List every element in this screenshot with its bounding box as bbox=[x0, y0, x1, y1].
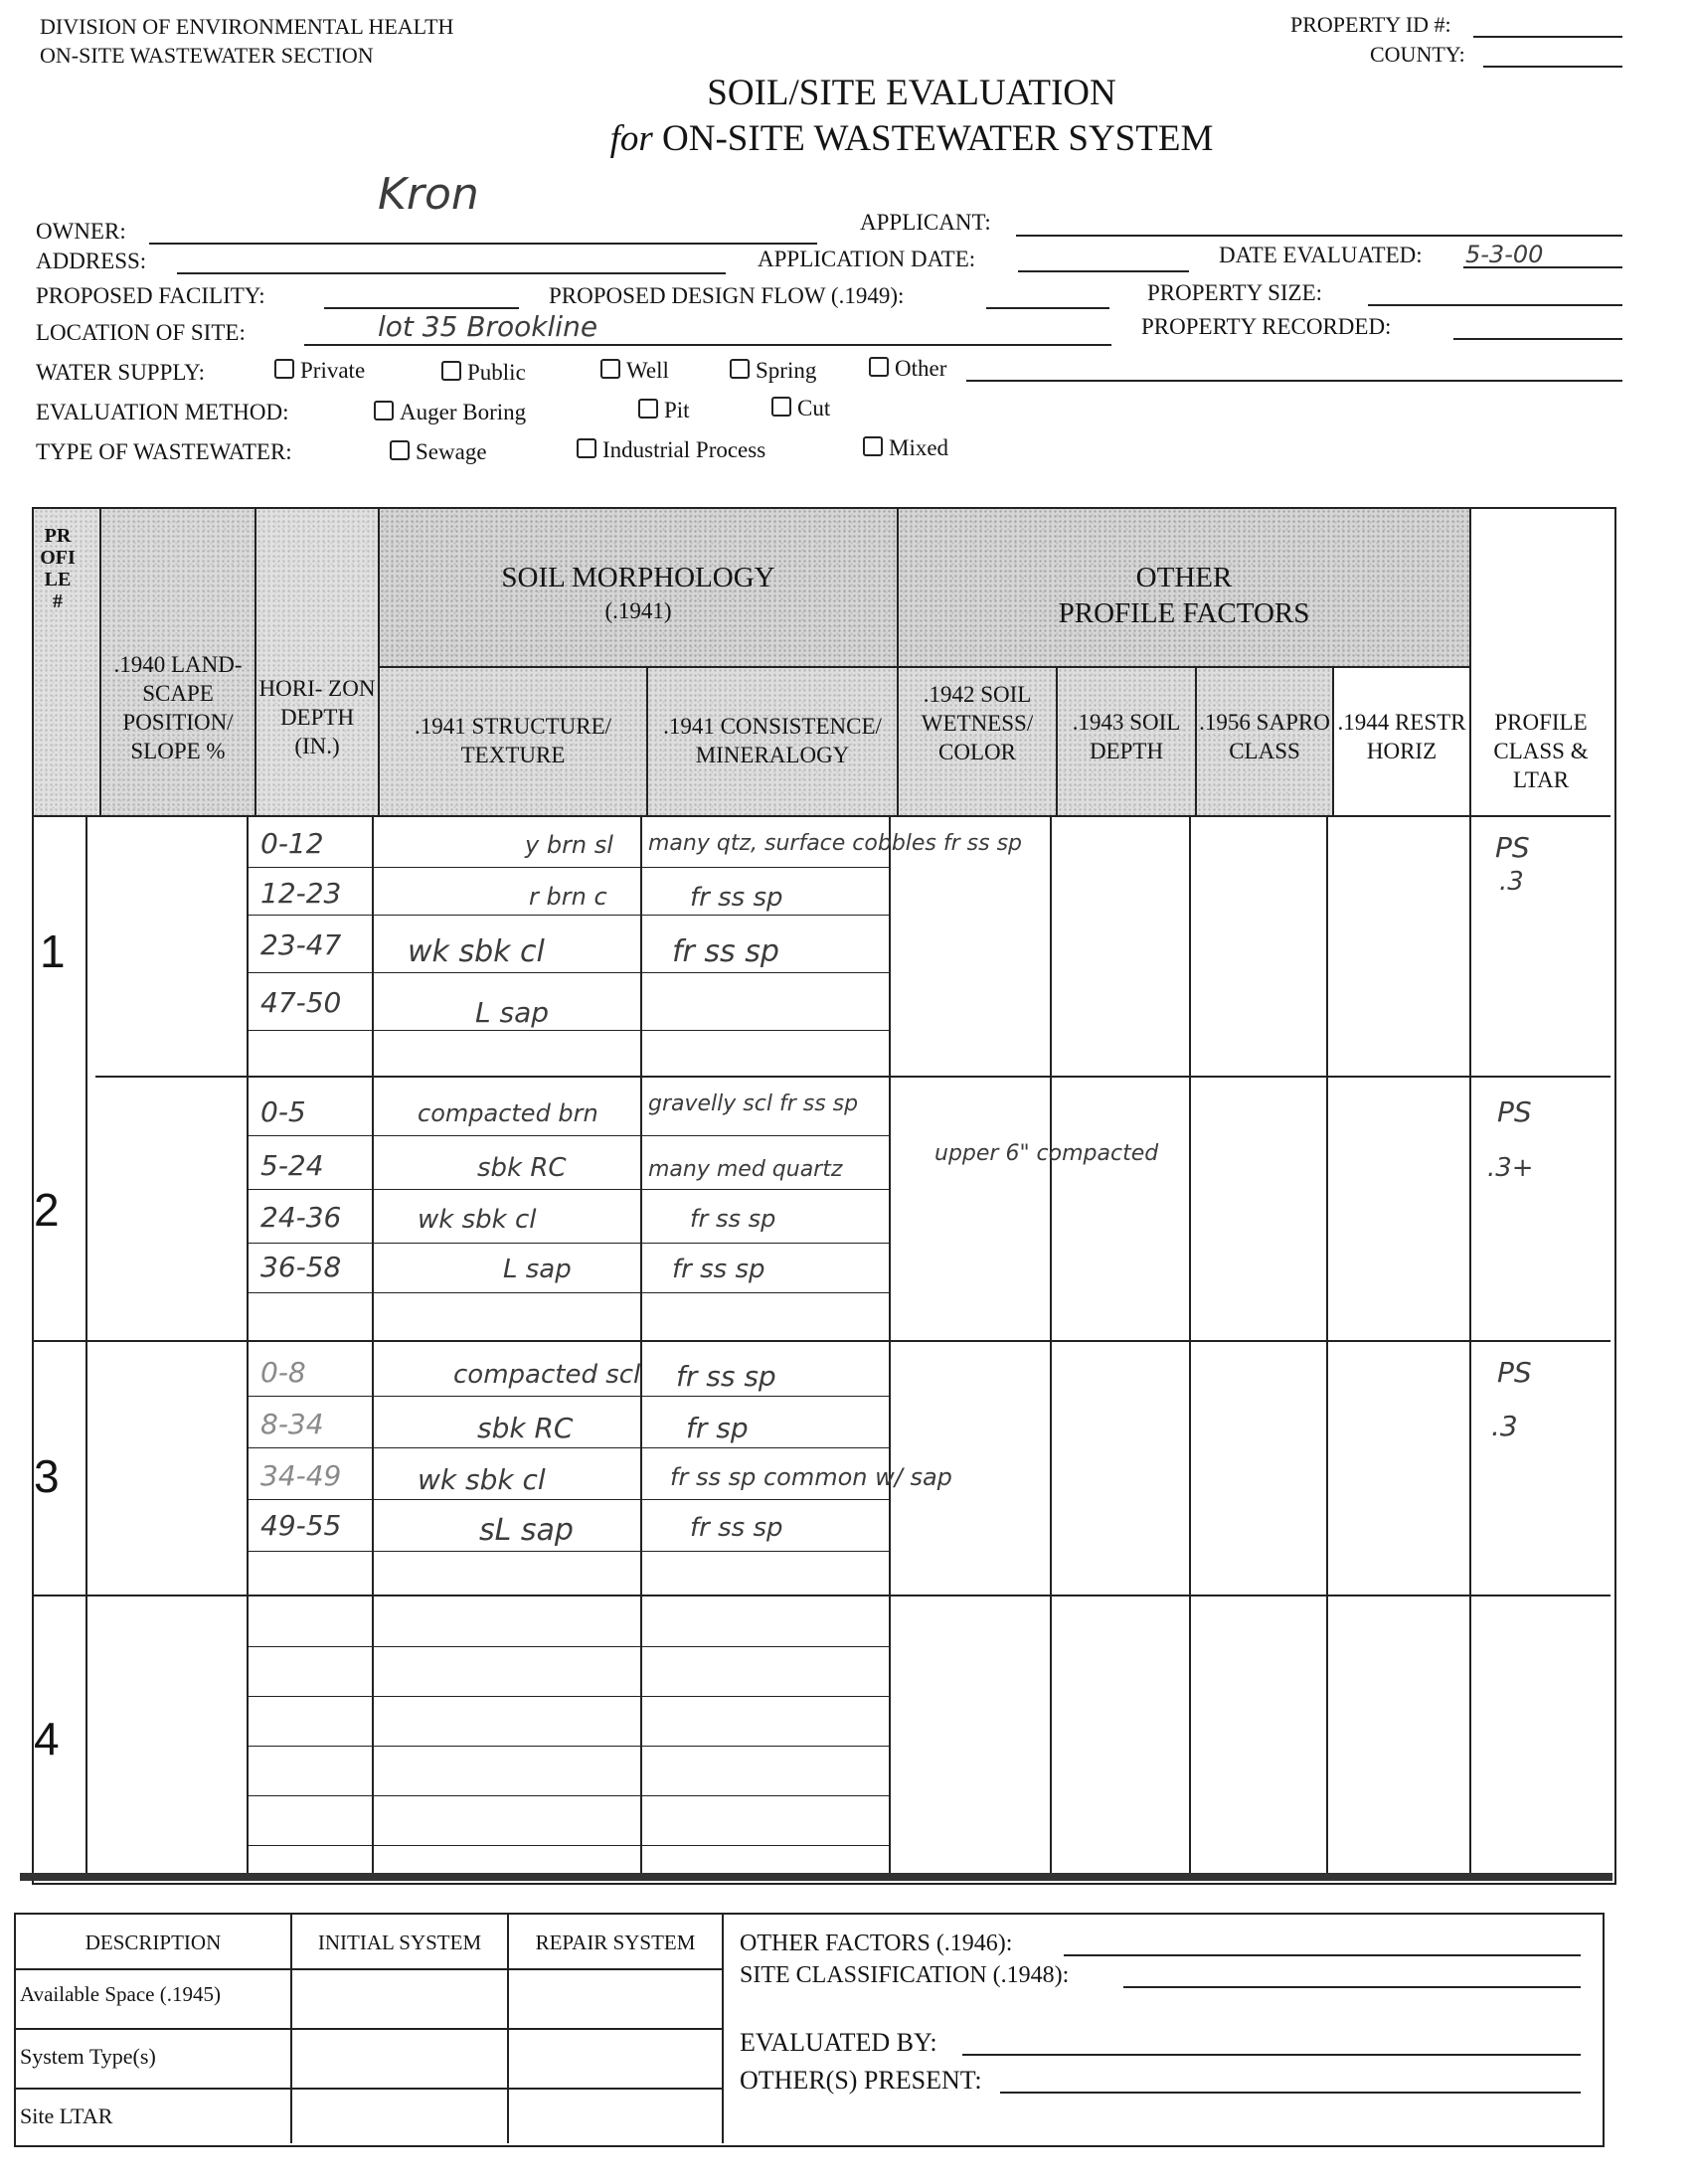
owner-field[interactable] bbox=[149, 243, 817, 245]
water-supply-private[interactable] bbox=[274, 358, 365, 384]
horizon-depth: 34-49 bbox=[260, 1459, 342, 1492]
application-date-field[interactable] bbox=[1018, 270, 1189, 272]
form-title-line-1: SOIL/SITE EVALUATION bbox=[707, 73, 1116, 113]
other-factors-group-subtitle: PROFILE FACTORS bbox=[1058, 597, 1310, 629]
col-soil-depth-label: .1943 SOIL DEPTH bbox=[1072, 710, 1181, 763]
structure-texture: compacted brn bbox=[418, 1099, 598, 1127]
option-label: Public bbox=[467, 360, 526, 385]
horizon-depth: 0-8 bbox=[260, 1356, 306, 1389]
profile-number: 2 bbox=[34, 1184, 60, 1236]
structure-texture: compacted scl bbox=[453, 1360, 641, 1390]
structure-texture: wk sbk cl bbox=[418, 1205, 537, 1235]
profile-ltar: .3+ bbox=[1487, 1153, 1534, 1183]
profile-ltar: .3 bbox=[1499, 867, 1524, 897]
consistence-mineralogy: fr ss sp bbox=[672, 1255, 765, 1284]
structure-texture: wk sbk cl bbox=[408, 934, 545, 969]
profile-number: 1 bbox=[40, 925, 66, 977]
water-supply-label: WATER SUPPLY: bbox=[36, 360, 206, 385]
date-evaluated-value: 5-3-00 bbox=[1465, 241, 1544, 268]
structure-texture: L sap bbox=[503, 1255, 572, 1284]
site-classification-field[interactable] bbox=[1123, 1986, 1581, 1988]
summary-col-initial: INITIAL SYSTEM bbox=[317, 1931, 482, 1954]
summary-col-description: DESCRIPTION bbox=[85, 1931, 222, 1954]
profile-class: PS bbox=[1497, 1356, 1532, 1389]
checkbox-icon bbox=[863, 436, 883, 456]
consistence-mineralogy: gravelly scl fr ss sp bbox=[648, 1092, 859, 1116]
others-present-field[interactable] bbox=[1000, 2092, 1581, 2094]
structure-texture: sbk RC bbox=[477, 1153, 567, 1183]
col-structure-label: .1941 STRUCTURE/ TEXTURE bbox=[414, 714, 612, 767]
property-size-label: PROPERTY SIZE: bbox=[1147, 280, 1323, 305]
others-present-label: OTHER(S) PRESENT: bbox=[740, 2066, 982, 2095]
location-label: LOCATION OF SITE: bbox=[36, 320, 246, 345]
location-value: lot 35 Brookline bbox=[378, 310, 598, 343]
consistence-mineralogy: fr ss sp bbox=[690, 1513, 783, 1543]
horizon-depth: 8-34 bbox=[260, 1408, 324, 1440]
proposed-design-flow-label: PROPOSED DESIGN FLOW (.1949): bbox=[549, 283, 905, 308]
consistence-mineralogy: many med quartz bbox=[648, 1157, 843, 1182]
col-consistence-label: .1941 CONSISTENCE/ MINERALOGY bbox=[663, 714, 882, 767]
other-factors-field[interactable] bbox=[1064, 1954, 1581, 1956]
wastewater-type-sewage[interactable] bbox=[390, 439, 487, 465]
option-label: Sewage bbox=[416, 439, 487, 464]
profile-ltar: .3 bbox=[1491, 1410, 1518, 1442]
horizon-depth: 49-55 bbox=[260, 1509, 342, 1542]
county-label: COUNTY: bbox=[1370, 42, 1465, 67]
profile-class: PS bbox=[1497, 1095, 1532, 1128]
water-supply-other-field[interactable] bbox=[966, 380, 1622, 382]
col-wetness-label: .1942 SOIL WETNESS/ COLOR bbox=[921, 682, 1034, 764]
option-label: Pit bbox=[664, 398, 690, 422]
department-line-1: DIVISION OF ENVIRONMENTAL HEALTH bbox=[40, 14, 454, 39]
profile-number: 4 bbox=[34, 1713, 60, 1764]
evaluation-method-auger[interactable] bbox=[374, 400, 526, 425]
water-supply-spring[interactable] bbox=[730, 358, 816, 384]
evaluation-method-label: EVALUATION METHOD: bbox=[36, 400, 289, 424]
wastewater-type-label: TYPE OF WASTEWATER: bbox=[36, 439, 292, 464]
profile-number: 3 bbox=[34, 1450, 60, 1502]
summary-row-site-ltar: Site LTAR bbox=[20, 2103, 113, 2128]
evaluation-method-pit[interactable] bbox=[638, 398, 690, 423]
horizon-depth: 23-47 bbox=[260, 928, 342, 961]
applicant-label: APPLICANT: bbox=[860, 210, 991, 235]
structure-texture: r brn c bbox=[529, 883, 607, 911]
profile-note: upper 6" compacted bbox=[934, 1141, 1159, 1166]
consistence-mineralogy: fr ss sp common w/ sap bbox=[670, 1463, 952, 1491]
col-profile-class-label: PROFILE CLASS & LTAR bbox=[1493, 710, 1589, 792]
wastewater-type-industrial[interactable] bbox=[577, 437, 765, 463]
horizon-depth: 5-24 bbox=[260, 1149, 324, 1182]
property-id-field[interactable] bbox=[1473, 36, 1622, 38]
property-recorded-label: PROPERTY RECORDED: bbox=[1141, 314, 1392, 339]
date-evaluated-label: DATE EVALUATED: bbox=[1219, 243, 1423, 267]
horizon-depth: 0-12 bbox=[260, 827, 324, 860]
county-field[interactable] bbox=[1483, 66, 1622, 68]
checkbox-icon bbox=[638, 399, 658, 419]
address-field[interactable] bbox=[177, 272, 726, 274]
summary-row-system-type: System Type(s) bbox=[20, 2044, 156, 2069]
proposed-design-flow-field[interactable] bbox=[986, 307, 1109, 309]
property-id-label: PROPERTY ID #: bbox=[1290, 12, 1451, 37]
location-field[interactable] bbox=[304, 344, 1111, 346]
col-landscape-label: .1940 LAND- SCAPE POSITION/ SLOPE % bbox=[113, 652, 243, 763]
address-label: ADDRESS: bbox=[36, 249, 147, 273]
option-label: Spring bbox=[756, 358, 817, 383]
structure-texture: sbk RC bbox=[477, 1412, 574, 1444]
consistence-mineralogy: fr ss sp bbox=[690, 883, 783, 913]
summary-row-available-space: Available Space (.1945) bbox=[20, 1982, 221, 2006]
option-label: Cut bbox=[797, 396, 831, 420]
checkbox-icon bbox=[869, 357, 889, 377]
checkbox-icon bbox=[441, 361, 461, 381]
owner-label: OWNER: bbox=[36, 219, 126, 244]
water-supply-other[interactable] bbox=[869, 356, 946, 382]
horizon-depth: 0-5 bbox=[260, 1095, 306, 1128]
col-horizon-label: HORI- ZON DEPTH (IN.) bbox=[258, 676, 376, 758]
horizon-depth: 47-50 bbox=[260, 986, 342, 1019]
structure-texture: sL sap bbox=[479, 1513, 574, 1548]
checkbox-icon bbox=[600, 359, 620, 379]
option-label: Industrial Process bbox=[602, 437, 766, 462]
consistence-mineralogy: many qtz, surface cobbles fr ss sp bbox=[648, 831, 1023, 856]
evaluated-by-field[interactable] bbox=[962, 2054, 1581, 2056]
checkbox-icon bbox=[771, 397, 791, 417]
other-factors-label: OTHER FACTORS (.1946): bbox=[740, 1931, 1013, 1956]
consistence-mineralogy: fr ss sp bbox=[672, 934, 779, 969]
property-recorded-field[interactable] bbox=[1453, 338, 1622, 340]
checkbox-icon bbox=[274, 359, 294, 379]
checkbox-icon bbox=[730, 359, 750, 379]
consistence-mineralogy: fr sp bbox=[686, 1412, 749, 1444]
water-supply-public[interactable] bbox=[441, 360, 526, 386]
structure-texture: wk sbk cl bbox=[418, 1463, 546, 1496]
proposed-facility-label: PROPOSED FACILITY: bbox=[36, 283, 265, 308]
col-profile-label: PROFILE # bbox=[40, 525, 76, 612]
horizon-depth: 24-36 bbox=[260, 1201, 342, 1234]
option-label: Private bbox=[300, 358, 366, 383]
summary-col-repair: REPAIR SYSTEM bbox=[535, 1931, 696, 1954]
site-classification-label: SITE CLASSIFICATION (.1948): bbox=[740, 1962, 1070, 1988]
profile-class: PS bbox=[1495, 831, 1530, 864]
department-line-2: ON-SITE WASTEWATER SECTION bbox=[40, 43, 374, 68]
option-label: Auger Boring bbox=[400, 400, 527, 424]
application-date-label: APPLICATION DATE: bbox=[758, 247, 976, 271]
applicant-field[interactable] bbox=[1016, 235, 1622, 237]
checkbox-icon bbox=[374, 401, 394, 420]
checkbox-icon bbox=[577, 438, 596, 458]
col-sapro-label: .1956 SAPRO CLASS bbox=[1199, 710, 1330, 763]
title-system-text: ON-SITE WASTEWATER SYSTEM bbox=[662, 118, 1214, 159]
evaluated-by-label: EVALUATED BY: bbox=[740, 2028, 937, 2057]
soil-morphology-group-rule: (.1941) bbox=[604, 598, 672, 623]
soil-morphology-group-title: SOIL MORPHOLOGY bbox=[501, 562, 775, 593]
title-for-word: for bbox=[609, 118, 653, 159]
structure-texture: y brn sl bbox=[525, 831, 613, 859]
other-factors-group-title: OTHER bbox=[1135, 562, 1233, 593]
option-label: Well bbox=[626, 358, 669, 383]
option-label: Mixed bbox=[889, 435, 949, 460]
horizon-depth: 12-23 bbox=[260, 877, 342, 910]
water-supply-well[interactable] bbox=[600, 358, 669, 384]
form-title-line-2 bbox=[0, 117, 1694, 160]
property-size-field[interactable] bbox=[1368, 304, 1622, 306]
col-restr-label: .1944 RESTR HORIZ bbox=[1337, 710, 1466, 763]
checkbox-icon bbox=[390, 440, 410, 460]
option-label: Other bbox=[895, 356, 947, 381]
evaluation-method-cut[interactable] bbox=[771, 396, 830, 421]
owner-value: Kron bbox=[378, 169, 479, 220]
table-bottom-band bbox=[20, 1873, 1612, 1881]
consistence-mineralogy: fr ss sp bbox=[676, 1360, 776, 1393]
structure-texture: L sap bbox=[475, 996, 550, 1029]
consistence-mineralogy: fr ss sp bbox=[690, 1205, 776, 1233]
horizon-depth: 36-58 bbox=[260, 1251, 342, 1283]
proposed-facility-field[interactable] bbox=[324, 307, 519, 309]
wastewater-type-mixed[interactable] bbox=[863, 435, 948, 461]
